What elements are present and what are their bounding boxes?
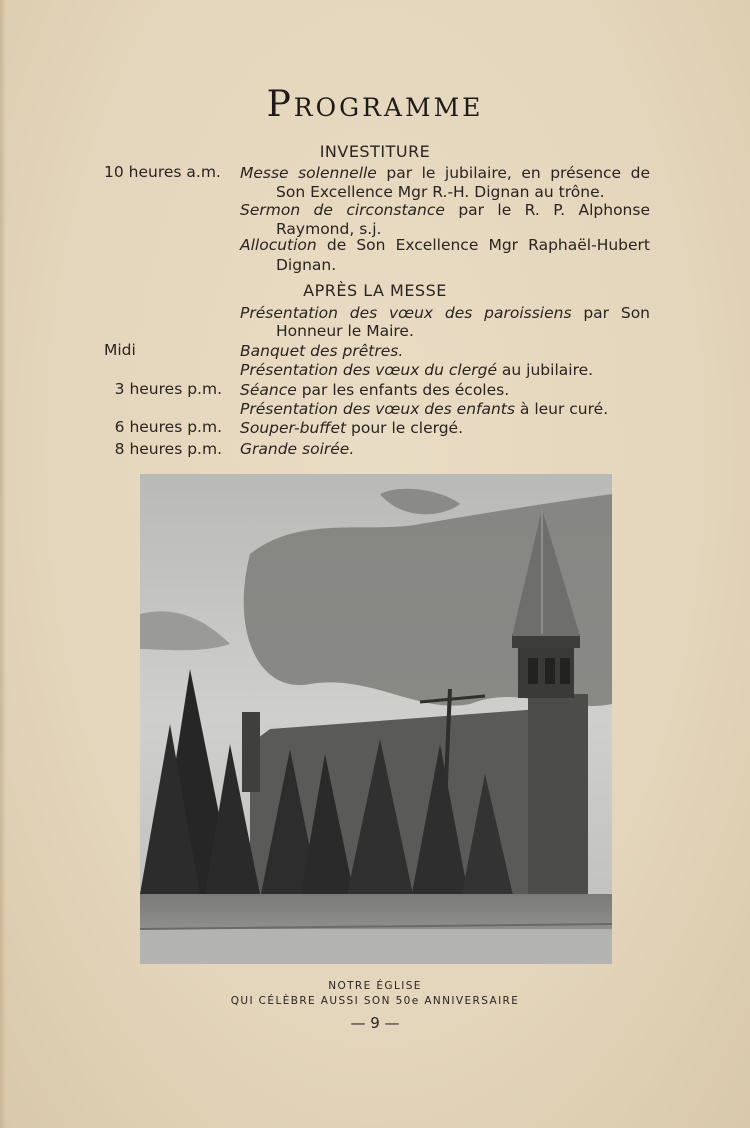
event-messe <box>240 164 650 183</box>
event-voeux-paroissiens-cont: Honneur le Maire. <box>276 322 414 340</box>
time-3pm: 3 heures p.m. <box>114 380 222 398</box>
event-seance <box>240 381 509 400</box>
event-voeux-enfants-title: Présentation des vœux des enfants <box>240 400 515 418</box>
event-banquet-title: Banquet des prêtres. <box>240 342 404 360</box>
event-sermon-title: Sermon de circonstance <box>240 201 445 219</box>
photo-caption-line2: QUI CÉLÈBRE AUSSI SON 50e ANNIVERSAIRE <box>230 995 520 1007</box>
event-soiree-title: Grande soirée. <box>240 440 355 458</box>
event-allocution <box>240 236 650 255</box>
event-voeux-paroissiens-text: par Son <box>571 304 650 322</box>
time-10am: 10 heures a.m. <box>104 163 221 181</box>
section-heading-apres-messe: APRÈS LA MESSE <box>303 281 447 300</box>
time-6pm: 6 heures p.m. <box>114 418 222 436</box>
event-sermon-text: par le R. P. Alphonse <box>444 201 650 219</box>
event-allocution-title: Allocution <box>240 236 317 254</box>
event-messe-text: par le jubilaire, en présence de <box>376 164 650 182</box>
event-messe-cont: Son Excellence Mgr R.-H. Dignan au trône. <box>276 183 605 201</box>
section-heading-investiture: INVESTITURE <box>319 142 431 161</box>
event-seance-title: Séance <box>240 381 297 399</box>
event-voeux-clerge-title: Présentation des vœux du clergé <box>240 361 497 379</box>
time-8pm: 8 heures p.m. <box>114 440 222 458</box>
page-title: Programme <box>266 84 484 125</box>
event-sermon-cont: Raymond, s.j. <box>276 220 382 238</box>
event-seance-text: par les enfants des écoles. <box>296 381 510 399</box>
page-edge <box>0 0 6 1128</box>
event-messe-title: Messe solennelle <box>240 164 377 182</box>
church-photo <box>140 474 612 964</box>
event-voeux-enfants-text: à leur curé. <box>514 400 609 418</box>
event-voeux-clerge <box>240 361 593 380</box>
time-midi: Midi <box>104 341 136 359</box>
photo-caption-line1: NOTRE ÉGLISE <box>328 980 422 992</box>
event-voeux-paroissiens <box>240 304 650 323</box>
event-voeux-clerge-text: au jubilaire. <box>497 361 594 379</box>
event-banquet <box>240 342 403 361</box>
event-soiree <box>240 440 354 459</box>
event-souper <box>240 419 463 438</box>
event-souper-text: pour le clergé. <box>346 419 464 437</box>
event-voeux-paroissiens-title: Présentation des vœux des paroissiens <box>240 304 572 322</box>
event-allocution-text: de Son Excellence Mgr Raphaël-Hubert <box>316 236 650 254</box>
event-souper-title: Souper-buffet <box>240 419 347 437</box>
event-voeux-enfants <box>240 400 608 419</box>
event-sermon <box>240 201 650 220</box>
page-number: — 9 — <box>350 1014 400 1032</box>
event-allocution-cont: Dignan. <box>276 256 337 274</box>
